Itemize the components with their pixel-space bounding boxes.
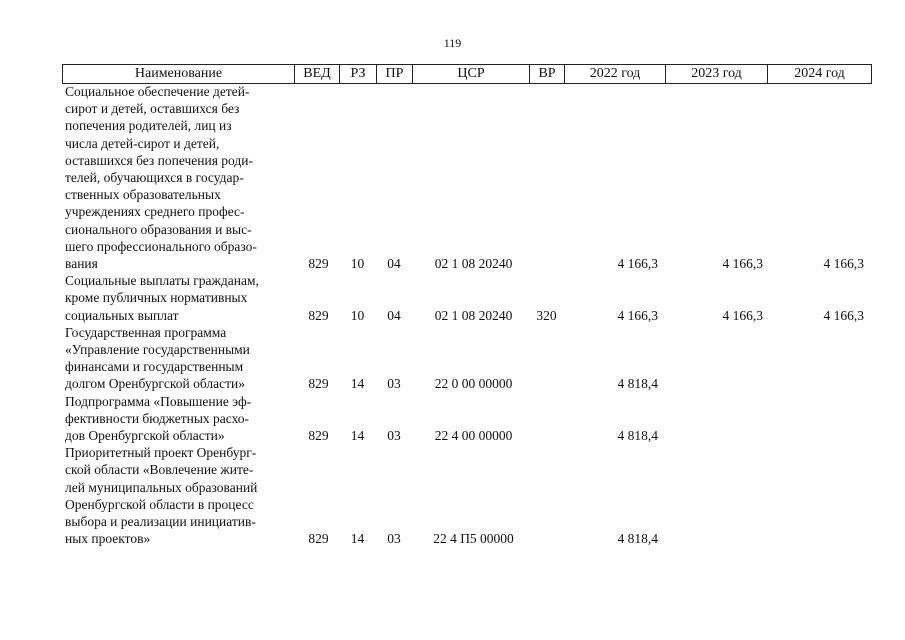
row-y2024: 4 166,3: [823, 307, 864, 323]
row-name-line: учреждениях среднего профес-: [65, 204, 245, 220]
row-name-line: вания: [65, 256, 98, 272]
row-name: [62, 393, 294, 445]
row-name-line: долгом Оренбургской области»: [65, 376, 245, 392]
row-csr: 02 1 08 20240: [434, 256, 513, 272]
row-name-line: сирот и детей, оставшихся без: [65, 101, 240, 117]
row-name-line: выбора и реализации инициатив-: [65, 514, 256, 530]
row-vr: 320: [536, 307, 557, 323]
row-ved: 829: [308, 307, 329, 323]
row-ved: 829: [308, 531, 329, 547]
row-y2022: 4 818,4: [617, 376, 658, 392]
header-2024: 2024 год: [794, 66, 845, 81]
table-row: [62, 444, 872, 547]
row-rz: 14: [350, 531, 365, 547]
row-y2022: 4 166,3: [617, 256, 658, 272]
row-y2023: 4 166,3: [722, 256, 763, 272]
row-name-line: фективности бюджетных расхо-: [65, 410, 250, 426]
row-name: [62, 444, 294, 547]
table-row: [62, 272, 872, 324]
row-name-line: Приоритетный проект Оренбург-: [65, 445, 257, 461]
header-2023: 2023 год: [666, 65, 768, 83]
row-rz: 10: [350, 307, 365, 323]
row-ved: 829: [308, 428, 329, 444]
row-pr: 03: [387, 428, 401, 444]
row-ved: 829: [308, 256, 329, 272]
row-pr: 04: [387, 256, 401, 272]
row-csr: 22 4 00 00000: [434, 428, 513, 444]
row-name-line: попечения родителей, лиц из: [65, 118, 232, 134]
header-2022: 2022 год: [565, 65, 666, 83]
row-name: [62, 83, 294, 272]
row-name-line: финансами и государственным: [65, 359, 244, 375]
table-row: [62, 83, 872, 272]
row-name-line: Государственная программа: [65, 324, 227, 340]
header-rz: РЗ: [340, 65, 377, 83]
row-rz: 14: [350, 428, 365, 444]
row-name-line: Социальное обеспечение детей-: [65, 84, 250, 99]
table-row: [62, 324, 872, 393]
row-name-line: «Управление государственными: [65, 342, 250, 358]
row-name-line: шего профессионального образо-: [65, 238, 257, 254]
row-pr: 03: [387, 376, 401, 392]
row-csr: 02 1 08 20240: [434, 307, 513, 323]
row-name-line: ственных образовательных: [65, 187, 221, 203]
row-rz: 14: [350, 376, 365, 392]
row-name: [62, 272, 294, 324]
row-pr: 04: [387, 307, 401, 323]
row-y2023: 4 166,3: [722, 307, 763, 323]
row-name-line: сионального образования и выс-: [65, 221, 252, 237]
row-name-line: кроме публичных нормативных: [65, 290, 248, 306]
row-name-line: числа детей-сирот и детей,: [65, 135, 220, 151]
row-y2022: 4 818,4: [617, 531, 658, 547]
row-y2022: 4 818,4: [617, 428, 658, 444]
row-name-line: лей муниципальных образований: [65, 479, 258, 495]
header-ved: ВЕД: [295, 65, 340, 83]
row-name-line: телей, обучающихся в государ-: [65, 170, 244, 186]
page-number: 119: [443, 36, 462, 50]
row-name-line: социальных выплат: [65, 307, 179, 323]
table-body: [62, 83, 872, 547]
row-y2024: 4 166,3: [823, 256, 864, 272]
row-ved: 829: [308, 376, 329, 392]
row-y2022: 4 166,3: [617, 307, 658, 323]
row-name-line: ской области «Вовлечение жите-: [65, 462, 254, 478]
row-name-line: ных проектов»: [65, 531, 151, 547]
row-rz: 10: [350, 256, 365, 272]
row-name-line: Подпрограмма «Повышение эф-: [65, 393, 252, 409]
row-csr: 22 4 П5 00000: [433, 531, 514, 547]
table-header: [62, 64, 872, 84]
table-row: [62, 393, 872, 445]
row-pr: 03: [387, 531, 401, 547]
row-name-line: Оренбургской области в процесс: [65, 496, 254, 512]
header-name: Наименование: [63, 65, 295, 83]
row-name-line: оставшихся без попечения роди-: [65, 152, 253, 168]
header-csr: ЦСР: [413, 65, 530, 83]
row-csr: 22 0 00 00000: [434, 376, 513, 392]
row-name-line: Социальные выплаты гражданам,: [65, 273, 259, 289]
header-vr: ВР: [530, 65, 565, 83]
header-pr: ПР: [377, 65, 413, 83]
row-name-line: дов Оренбургской области»: [65, 428, 225, 444]
row-name: [62, 324, 294, 393]
